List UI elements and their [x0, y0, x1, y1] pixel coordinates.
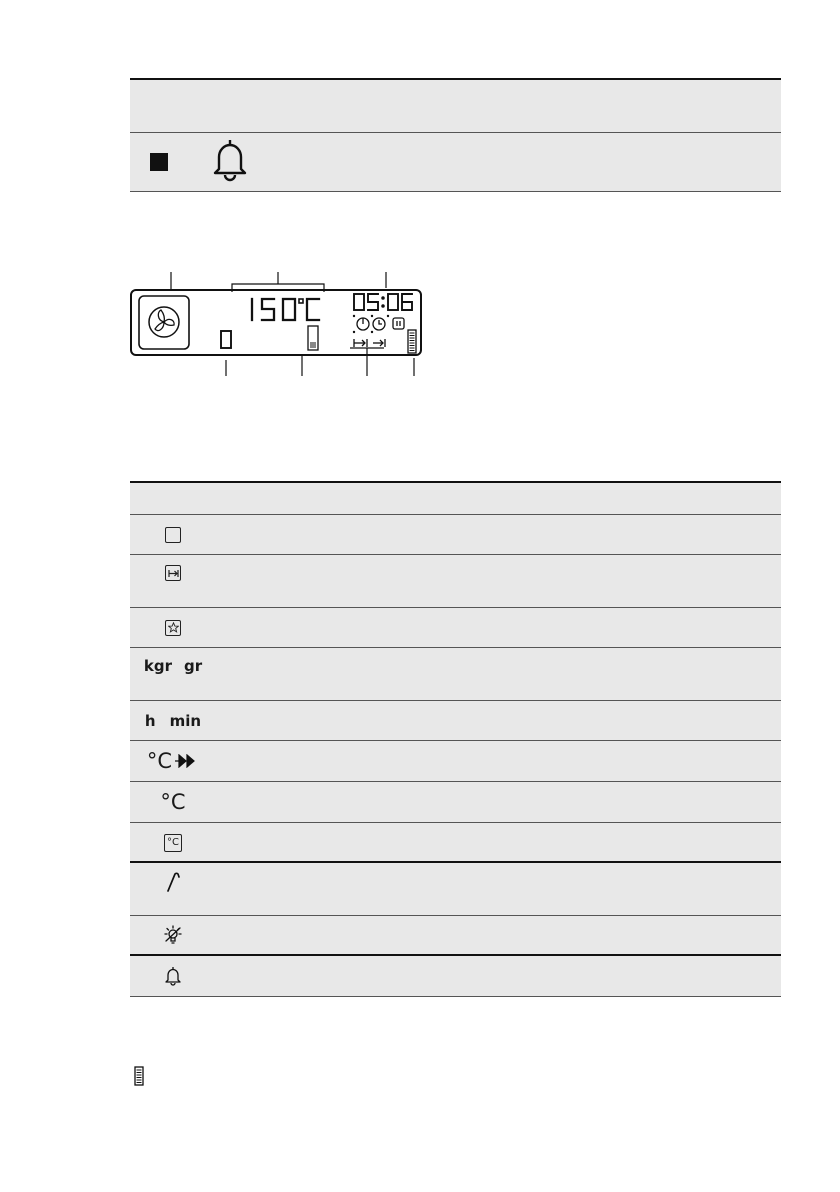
- temperature-display: [252, 299, 319, 320]
- fast-heat-symbol-cell: [130, 741, 216, 781]
- bell-icon: [210, 137, 250, 183]
- celsius-label: °C: [146, 749, 173, 773]
- table-row: [130, 782, 781, 822]
- pause-icon: [393, 318, 404, 329]
- fast-forward-icon: [175, 754, 199, 768]
- timer-icon: [357, 318, 369, 330]
- duration-icon: [165, 565, 181, 581]
- table-row: [130, 648, 781, 700]
- table-header-row: [130, 80, 781, 132]
- oven-temp-symbol-cell: [130, 823, 216, 862]
- kgr-label: kgr: [143, 657, 172, 675]
- heat-up-bar-icon: [408, 330, 416, 353]
- symbol-cell: [130, 956, 216, 996]
- table-row: [130, 741, 781, 781]
- table-row: [130, 701, 781, 740]
- temperature-symbol-cell: [130, 782, 216, 822]
- bell-icon: [165, 966, 181, 986]
- gr-label: gr: [183, 657, 203, 675]
- symbol-cell: [130, 916, 216, 955]
- celsius-label: °C: [160, 790, 186, 814]
- food-bar-icon: [308, 326, 318, 350]
- symbol-cell: [130, 515, 216, 554]
- duration-end-icons: [354, 339, 385, 347]
- square-outline-icon: [165, 527, 181, 543]
- weight-symbol-cell: [130, 652, 216, 680]
- stop-square-icon: [150, 153, 168, 171]
- table-row: [130, 916, 781, 955]
- heat-up-indicator-icon: [134, 1066, 144, 1086]
- lamp-icon: [162, 925, 184, 947]
- symbol-cell: [130, 867, 216, 895]
- hour-label: h: [144, 711, 156, 730]
- time-display: [354, 294, 412, 310]
- table-row: [130, 956, 781, 996]
- clock-icon: [373, 318, 385, 330]
- symbol-cell: [130, 559, 216, 587]
- table-row: [130, 608, 781, 647]
- display-diagram: [128, 268, 428, 380]
- time-unit-symbol-cell: [130, 701, 216, 740]
- table-bottom-rule: [130, 191, 781, 192]
- fan-icon: [139, 296, 189, 349]
- minute-label: min: [169, 711, 202, 730]
- celsius-label: °C: [167, 836, 179, 848]
- table-row: [130, 555, 781, 607]
- symbol-cell: [130, 608, 216, 647]
- table-bottom-rule: [130, 996, 781, 997]
- table-row: [130, 823, 781, 862]
- star-icon: [165, 620, 181, 636]
- level-display: [221, 331, 231, 348]
- table-row: [130, 863, 781, 915]
- table-header-row: [130, 483, 781, 514]
- table-row: [130, 515, 781, 554]
- meat-probe-icon: [166, 869, 180, 893]
- oven-temperature-icon: [164, 834, 182, 852]
